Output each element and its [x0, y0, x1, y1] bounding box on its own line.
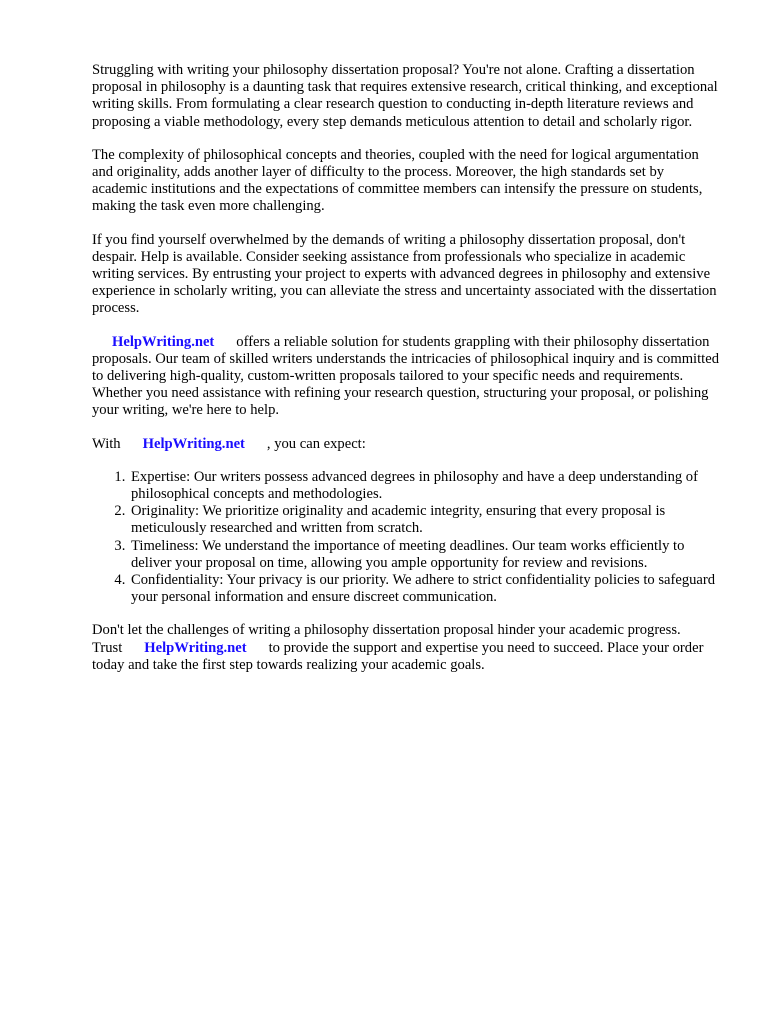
helpwriting-link[interactable]: HelpWriting.net — [112, 333, 215, 350]
expect-prefix: With — [92, 435, 121, 452]
complexity-paragraph: The complexity of philosophical concepts and theories, coupled with the need for logical argumentation and originality, adds another layer of difficulty to the process. Moreover, the high standards set by academic institutions and the expectations of committee members can intensify the pressure on students, making the task even more challenging. — [92, 146, 703, 215]
help-paragraph: If you find yourself overwhelmed by the demands of writing a philosophy dissertation proposal, don't despair. Help is available. Consider seeking assistance from professionals who specialize in academic writing services. By entrusting your project to experts with advanced degrees in philosophy and extensive experience in scholarly writing, you can alleviate the stress and uncertainty associated with the dissertation process. — [92, 231, 717, 317]
expect-suffix: , you can expect: — [266, 435, 366, 452]
helpwriting-link[interactable]: HelpWriting.net — [144, 639, 247, 656]
list-item: 1. Expertise: Our writers possess advanced degrees in philosophy and have a deep understanding of philosophical concepts and methodologies. — [129, 469, 722, 503]
helpwriting-link[interactable]: HelpWriting.net — [142, 435, 245, 452]
list-item: 2. Originality: We prioritize originality and academic integrity, ensuring that every proposal is meticulously researched and written from scratch. — [129, 503, 722, 537]
list-item: 4. Confidentiality: Your privacy is our priority. We adhere to strict confidentiality policies to safeguard your personal information and ensure discreet communication. — [129, 572, 722, 606]
document-body — [92, 62, 722, 690]
list-item: 3. Timeliness: We understand the importance of meeting deadlines. Our team works efficiently to deliver your proposal on time, allowing you ample opportunity for review and revisions. — [129, 538, 722, 572]
expect-paragraph — [92, 436, 722, 453]
offer-text: offers a reliable solution for students grappling with their philosophy dissertation proposals. Our team of skilled writers understands the intricacies of philosophical inquiry and is committed to delivering high-quality, custom-written proposals tailored to your specific needs and requirements. Whether you need assistance with refining your research question, structuring your proposal, or polishing your writing, we're here to help. — [92, 333, 719, 419]
closing-end: to provide the support and expertise you need to succeed. Place your order today and take the first step towards realizing your academic goals. — [92, 639, 704, 673]
offer-paragraph — [92, 334, 722, 420]
benefits-list — [92, 469, 722, 607]
intro-paragraph: Struggling with writing your philosophy dissertation proposal? You're not alone. Crafting a dissertation proposal in philosophy is a daunting task that requires extensive research, critical thinking, and exceptional writing skills. From formulating a clear research question to conducting in-depth literature reviews and proposing a viable methodology, every step demands meticulous attention to detail and scholarly rigor. — [92, 62, 718, 130]
closing-start: Don't let the challenges of writing a philosophy dissertation proposal hinder your academic progress. Trust — [92, 622, 681, 656]
closing-paragraph — [92, 622, 722, 674]
